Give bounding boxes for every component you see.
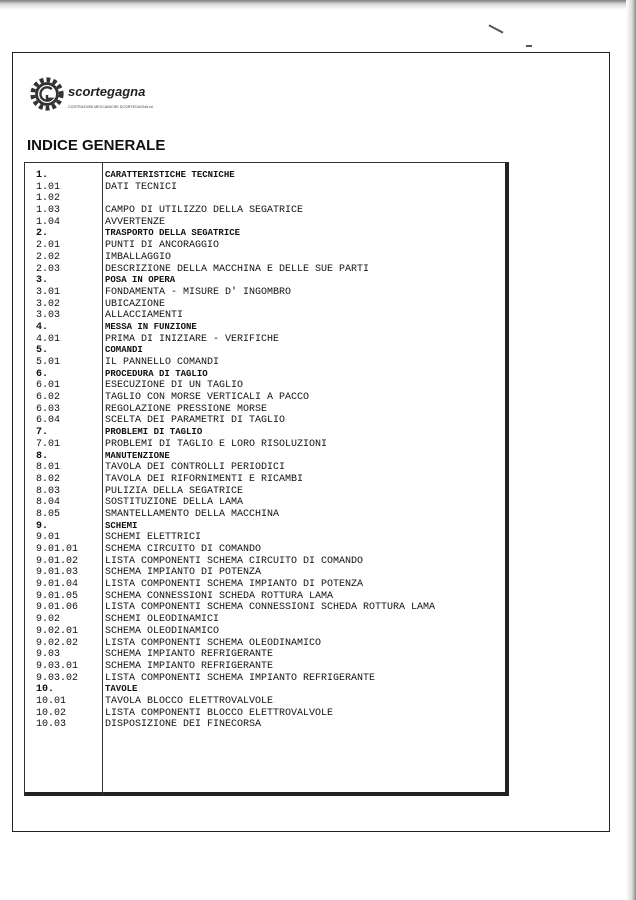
toc-number: 1.02 xyxy=(36,193,61,205)
scan-shadow-top xyxy=(0,0,636,10)
toc-number: 9.02.01 xyxy=(36,625,79,637)
scan-mark xyxy=(526,45,532,47)
toc-number: 2.03 xyxy=(36,263,61,275)
toc-title: POSA IN OPERA xyxy=(105,275,176,286)
toc-title: PROCEDURA DI TAGLIO xyxy=(105,368,208,379)
toc-number: 8.02 xyxy=(36,473,61,485)
toc-entry-row xyxy=(36,252,496,264)
toc-entry-row xyxy=(36,415,496,427)
toc-number: 4. xyxy=(36,321,49,333)
toc-title: IL PANNELLO COMANDI xyxy=(105,357,220,368)
toc-entry-row xyxy=(36,696,496,708)
toc-title: SCHEMA OLEODINAMICO xyxy=(105,625,220,637)
toc-title: TAGLIO CON MORSE VERTICALI A PACCO xyxy=(105,392,310,404)
toc-number: 3. xyxy=(36,275,49,287)
toc-entry-row xyxy=(36,392,496,404)
toc-title: TAVOLA DEI RIFORNIMENTI E RICAMBI xyxy=(105,473,304,485)
toc-entry-row xyxy=(36,439,496,451)
toc-title: DISPOSIZIONE DEI FINECORSA xyxy=(105,719,262,731)
toc-title: SMANTELLAMENTO DELLA MACCHINA xyxy=(105,508,280,520)
toc-number: 6.02 xyxy=(36,392,61,404)
toc-number: 7.01 xyxy=(36,438,61,450)
toc-title: PROBLEMI DI TAGLIO xyxy=(105,427,203,438)
toc-section-row xyxy=(36,451,496,463)
toc-number: 9.01.02 xyxy=(36,555,79,567)
toc-section-row xyxy=(36,345,496,357)
toc-title: SCHEMA IMPIANTO DI POTENZA xyxy=(105,567,262,579)
toc-number: 6.03 xyxy=(36,403,61,415)
scan-shadow-right xyxy=(626,0,636,900)
toc-title: SCHEMA IMPIANTO REFRIGERANTE xyxy=(105,649,274,661)
toc-entry-row xyxy=(36,638,496,650)
scan-mark xyxy=(488,24,503,33)
toc-title: CAMPO DI UTILIZZO DELLA SEGATRICE xyxy=(105,205,304,217)
gear-logo-icon xyxy=(28,75,66,113)
toc-entry-row xyxy=(36,462,496,474)
toc-entry-row xyxy=(36,380,496,392)
toc-title: PRIMA DI INIZIARE - VERIFICHE xyxy=(105,333,280,345)
toc-number: 3.02 xyxy=(36,298,61,310)
toc-entry-row xyxy=(36,264,496,276)
toc-title: TAVOLA DEI CONTROLLI PERIODICI xyxy=(105,462,286,474)
toc-title: SCELTA DEI PARAMETRI DI TAGLIO xyxy=(105,415,286,427)
toc-section-row xyxy=(36,427,496,439)
toc-title: TAVOLA BLOCCO ELETTROVALVOLE xyxy=(105,695,274,707)
toc-entry-row xyxy=(36,287,496,299)
toc-number: 9.01.06 xyxy=(36,602,79,614)
toc-number: 9.03 xyxy=(36,649,61,661)
toc-entry-row xyxy=(36,567,496,579)
toc-entry-row xyxy=(36,602,496,614)
toc-title: MESSA IN FUNZIONE xyxy=(105,321,197,332)
toc-title: SCHEMA IMPIANTO REFRIGERANTE xyxy=(105,660,274,672)
toc-entry-row xyxy=(36,544,496,556)
toc-number: 5. xyxy=(36,345,49,357)
toc-number: 10. xyxy=(36,684,55,696)
toc-entry-row xyxy=(36,509,496,521)
toc-title: SCHEMI ELETTRICI xyxy=(105,532,202,544)
brand-name: scortegagna xyxy=(68,84,146,99)
brand-tagline: COSTRUZIONI MECCANICHE SCORTEGAGNA srl xyxy=(68,105,154,109)
toc-number: 9.03.02 xyxy=(36,672,79,684)
toc-number: 9. xyxy=(36,520,49,532)
toc-entry-row xyxy=(36,404,496,416)
toc-entry-row xyxy=(36,193,496,205)
toc-number: 8.03 xyxy=(36,485,61,497)
toc-entry-row xyxy=(36,626,496,638)
toc-number: 6. xyxy=(36,368,49,380)
toc-title: FONDAMENTA - MISURE D' INGOMBRO xyxy=(105,286,292,298)
toc-title: LISTA COMPONENTI BLOCCO ELETTROVALVOLE xyxy=(105,707,334,719)
toc-title: LISTA COMPONENTI SCHEMA IMPIANTO REFRIGERANTE xyxy=(105,672,376,684)
toc-section-row xyxy=(36,684,496,696)
toc-entry-row xyxy=(36,708,496,720)
toc-title: SCHEMI OLEODINAMICI xyxy=(105,614,220,626)
toc-title: AVVERTENZE xyxy=(105,216,166,228)
toc-title: COMANDI xyxy=(105,345,143,356)
toc-title: SOSTITUZIONE DELLA LAMA xyxy=(105,497,244,509)
toc-entry-row xyxy=(36,497,496,509)
toc-number: 9.02 xyxy=(36,614,61,626)
toc-title: SCHEMI xyxy=(105,520,138,531)
toc-section-row xyxy=(36,170,496,182)
toc-entry-row xyxy=(36,474,496,486)
toc-entry-row xyxy=(36,719,496,731)
toc-number: 1.03 xyxy=(36,205,61,217)
toc-number: 6.04 xyxy=(36,415,61,427)
toc-section-row xyxy=(36,369,496,381)
toc-title: PULIZIA DELLA SEGATRICE xyxy=(105,485,244,497)
toc-title: CARATTERISTICHE TECNICHE xyxy=(105,170,235,180)
toc-entry-row xyxy=(36,673,496,685)
toc-entry-row xyxy=(36,486,496,498)
toc-title: ALLACCIAMENTI xyxy=(105,310,184,322)
toc-number: 8.01 xyxy=(36,462,61,474)
toc-number: 8.04 xyxy=(36,497,61,509)
toc-number: 10.03 xyxy=(36,719,67,731)
toc-title: LISTA COMPONENTI SCHEMA IMPIANTO DI POTENZA xyxy=(105,579,364,591)
toc-entry-row xyxy=(36,556,496,568)
toc-entry-row xyxy=(36,240,496,252)
toc-title: DESCRIZIONE DELLA MACCHINA E DELLE SUE PARTI xyxy=(105,263,370,275)
toc-title: PROBLEMI DI TAGLIO E LORO RISOLUZIONI xyxy=(105,438,328,450)
toc-title: LISTA COMPONENTI SCHEMA OLEODINAMICO xyxy=(105,637,322,649)
toc-title: DATI TECNICI xyxy=(105,181,178,193)
toc-entry-row xyxy=(36,334,496,346)
toc-section-row xyxy=(36,322,496,334)
toc-number: 10.01 xyxy=(36,695,67,707)
page-title: INDICE GENERALE xyxy=(27,137,166,154)
toc-entry-row xyxy=(36,182,496,194)
toc-number: 9.01.01 xyxy=(36,544,79,555)
toc-number: 1.04 xyxy=(36,216,61,228)
toc-number: 2. xyxy=(36,228,49,240)
toc-entry-row xyxy=(36,661,496,673)
toc-title: SCHEMA CONNESSIONI SCHEDA ROTTURA LAMA xyxy=(105,590,334,602)
company-logo xyxy=(28,75,188,123)
toc-number: 2.01 xyxy=(36,240,61,252)
toc-title: ESECUZIONE DI UN TAGLIO xyxy=(105,380,244,392)
toc-entry-row xyxy=(36,310,496,322)
toc-entry-row xyxy=(36,614,496,626)
toc-number: 8.05 xyxy=(36,508,61,520)
toc-section-row xyxy=(36,275,496,287)
toc-number: 5.01 xyxy=(36,357,61,368)
toc-number: 3.03 xyxy=(36,310,61,322)
toc-entry-row xyxy=(36,217,496,229)
toc-entry-row xyxy=(36,579,496,591)
toc-number: 2.02 xyxy=(36,251,61,263)
toc-title: MANUTENZIONE xyxy=(105,450,170,461)
toc-number: 9.03.01 xyxy=(36,660,79,672)
toc-title: IMBALLAGGIO xyxy=(105,251,172,263)
toc-title: LISTA COMPONENTI SCHEMA CIRCUITO DI COMANDO xyxy=(105,555,364,567)
toc-title: SCHEMA CIRCUITO DI COMANDO xyxy=(105,544,262,555)
toc-number: 10.02 xyxy=(36,707,67,719)
toc-number: 1. xyxy=(36,170,49,181)
toc-number: 9.01.05 xyxy=(36,590,79,602)
toc-number: 7. xyxy=(36,427,49,439)
toc-title: TRASPORTO DELLA SEGATRICE xyxy=(105,228,241,239)
toc-number: 4.01 xyxy=(36,333,61,345)
toc-title: UBICAZIONE xyxy=(105,298,166,310)
toc-section-row xyxy=(36,521,496,533)
toc-entry-row xyxy=(36,532,496,544)
toc-entry-row xyxy=(36,299,496,311)
table-of-contents xyxy=(36,170,496,731)
toc-entry-row xyxy=(36,591,496,603)
toc-number: 6.01 xyxy=(36,380,61,392)
toc-number: 8. xyxy=(36,450,49,462)
toc-title: PUNTI DI ANCORAGGIO xyxy=(105,240,220,252)
toc-title: TAVOLE xyxy=(105,684,138,695)
toc-number: 9.01.04 xyxy=(36,579,79,591)
toc-number: 1.01 xyxy=(36,181,61,193)
toc-entry-row xyxy=(36,357,496,369)
toc-section-row xyxy=(36,228,496,240)
toc-title: LISTA COMPONENTI SCHEMA CONNESSIONI SCHEDA ROTTURA LAMA xyxy=(105,602,436,614)
toc-number: 9.01.03 xyxy=(36,567,79,579)
toc-number: 9.02.02 xyxy=(36,637,79,649)
toc-entry-row xyxy=(36,205,496,217)
toc-entry-row xyxy=(36,649,496,661)
toc-number: 3.01 xyxy=(36,286,61,298)
toc-title: REGOLAZIONE PRESSIONE MORSE xyxy=(105,403,268,415)
toc-number: 9.01 xyxy=(36,532,61,544)
